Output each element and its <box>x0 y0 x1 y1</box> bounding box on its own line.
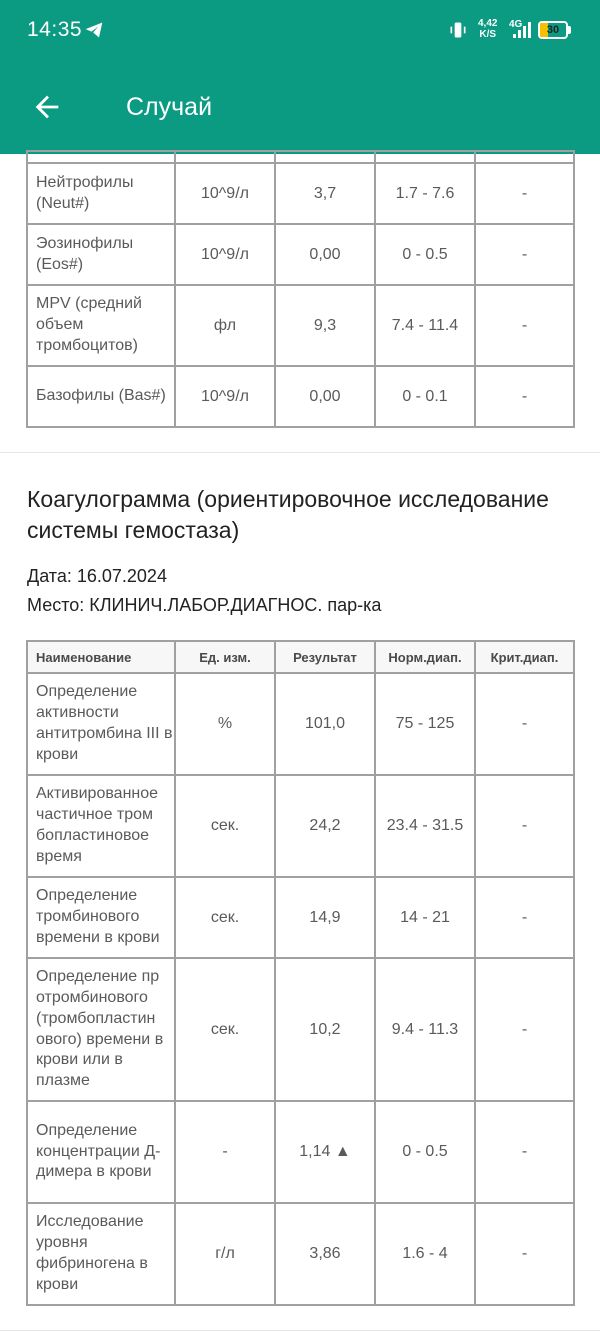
row-result: 3,7 <box>275 163 375 224</box>
row-crit: - <box>475 163 574 224</box>
row-unit: 10^9/л <box>175 224 275 285</box>
row-norm: 14 - 21 <box>375 877 475 958</box>
row-norm: 0 - 0.1 <box>375 366 475 427</box>
row-crit: - <box>475 224 574 285</box>
row-name: Эозинофилы (Eos#) <box>27 224 175 285</box>
row-unit: 10^9/л <box>175 366 275 427</box>
section-date: Дата: 16.07.2024 <box>27 566 167 586</box>
telegram-icon <box>84 20 104 40</box>
row-name: Базофилы (Bas#) <box>27 366 175 427</box>
table-cell <box>475 151 574 163</box>
row-norm: 1.6 - 4 <box>375 1203 475 1305</box>
row-name: Нейтрофилы (Neut#) <box>27 163 175 224</box>
network-type: 4G <box>509 19 523 30</box>
row-result: 101,0 <box>275 673 375 775</box>
row-name: Определение тромбинового времени в крови <box>27 877 175 958</box>
row-result: 9,3 <box>275 285 375 366</box>
row-crit: - <box>475 775 574 877</box>
row-crit: - <box>475 1203 574 1305</box>
status-bar <box>0 0 600 60</box>
row-norm: 23.4 - 31.5 <box>375 775 475 877</box>
section-divider <box>0 452 600 453</box>
row-crit: - <box>475 958 574 1101</box>
row-crit: - <box>475 366 574 427</box>
section-title: Коагулограмма (ориентировочное исследование системы гемостаза) <box>27 486 549 543</box>
row-result: 0,00 <box>275 366 375 427</box>
back-arrow-icon[interactable] <box>30 90 64 124</box>
row-crit: - <box>475 285 574 366</box>
signal-icon <box>511 20 533 40</box>
table-cell <box>375 151 475 163</box>
table-row <box>27 877 574 958</box>
row-result: 3,86 <box>275 1203 375 1305</box>
table-row <box>27 366 574 427</box>
row-unit: сек. <box>175 877 275 958</box>
table-row <box>27 1203 574 1305</box>
header-name: Наименование <box>27 641 175 673</box>
table-cell <box>27 151 175 163</box>
table-header-row <box>27 641 574 673</box>
vibrate-icon <box>448 20 468 40</box>
table-row <box>27 775 574 877</box>
row-name: Определение концентрации Д-димера в крови <box>27 1101 175 1203</box>
table-row <box>27 958 574 1101</box>
row-unit: г/л <box>175 1203 275 1305</box>
row-unit: сек. <box>175 775 275 877</box>
table-row <box>27 163 574 224</box>
battery-percent: 30 <box>546 24 560 36</box>
table-row-partial <box>27 151 574 163</box>
status-time: 14:35 <box>27 18 83 41</box>
row-norm: 1.7 - 7.6 <box>375 163 475 224</box>
row-unit: - <box>175 1101 275 1203</box>
header-unit: Ед. изм. <box>175 641 275 673</box>
row-result: 10,2 <box>275 958 375 1101</box>
row-name: Исследование уровня фибриногена в крови <box>27 1203 175 1305</box>
table-row <box>27 224 574 285</box>
header-result: Результат <box>275 641 375 673</box>
row-crit: - <box>475 673 574 775</box>
table-row <box>27 673 574 775</box>
row-name: Определение активности антитромбина III в крови <box>27 673 175 775</box>
row-result: 0,00 <box>275 224 375 285</box>
table-row <box>27 285 574 366</box>
row-result: 14,9 <box>275 877 375 958</box>
table-cell <box>275 151 375 163</box>
row-result: 24,2 <box>275 775 375 877</box>
page-title: Случай <box>126 93 213 121</box>
row-norm: 7.4 - 11.4 <box>375 285 475 366</box>
table-row <box>27 1101 574 1203</box>
row-result-high: 1,14 ▲ <box>275 1101 375 1203</box>
row-unit: % <box>175 673 275 775</box>
blood-count-table <box>26 150 575 428</box>
section-place: Место: КЛИНИЧ.ЛАБОР.ДИАГНОС. пар-ка <box>27 595 382 615</box>
battery-tip <box>568 26 571 34</box>
row-name: Определение пр отромбинового (тромбопластин ового) времени в крови или в плазме <box>27 958 175 1101</box>
app-bar <box>0 60 600 154</box>
row-crit: - <box>475 877 574 958</box>
row-unit: сек. <box>175 958 275 1101</box>
battery-body <box>538 21 568 39</box>
battery-icon <box>538 21 572 39</box>
net-speed: 4,42 K/S <box>478 18 498 40</box>
coagulogram-table <box>26 640 575 1306</box>
row-norm: 9.4 - 11.3 <box>375 958 475 1101</box>
header-norm: Норм.диап. <box>375 641 475 673</box>
row-unit: фл <box>175 285 275 366</box>
row-norm: 75 - 125 <box>375 673 475 775</box>
row-crit: - <box>475 1101 574 1203</box>
section-divider <box>0 1330 600 1331</box>
row-unit: 10^9/л <box>175 163 275 224</box>
row-name: Активированное частичное тром бопластиновое время <box>27 775 175 877</box>
table-cell <box>175 151 275 163</box>
row-norm: 0 - 0.5 <box>375 224 475 285</box>
row-name: MPV (средний объем тромбоцитов) <box>27 285 175 366</box>
row-norm: 0 - 0.5 <box>375 1101 475 1203</box>
header-crit: Крит.диап. <box>475 641 574 673</box>
